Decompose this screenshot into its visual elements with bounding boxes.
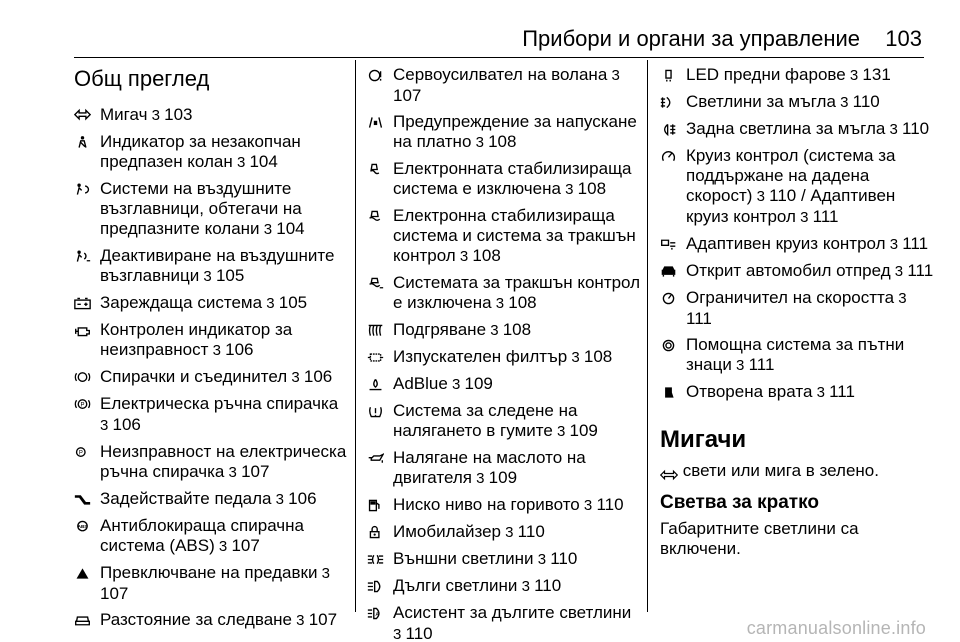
indicator-entry [74, 489, 349, 510]
page-ref-arrow-icon: 3 [517, 578, 535, 595]
indicator-text [393, 273, 642, 314]
page-ref[interactable]: 104 [249, 152, 278, 171]
page-ref[interactable]: 131 [862, 65, 891, 84]
indicator-text [100, 563, 349, 604]
indicator-entry [660, 119, 935, 140]
page-ref-arrow-icon: 3 [447, 376, 465, 393]
page-ref[interactable]: 107 [393, 86, 422, 105]
traffic-sign-icon [660, 335, 686, 355]
indicator-text [686, 382, 935, 403]
svg-text:ABS: ABS [77, 523, 88, 529]
indicator-entry [367, 65, 642, 106]
page-ref[interactable]: 107 [241, 462, 270, 481]
page-ref-arrow-icon: 3 [208, 342, 226, 359]
adblue-icon [367, 374, 393, 394]
indicator-label: Деактивиране на въздушните възглавници [100, 246, 335, 285]
indicator-text [100, 367, 349, 388]
page-header [0, 0, 960, 60]
parking-brake-icon [74, 394, 100, 414]
indicator-entry [660, 382, 935, 403]
indicator-text [686, 65, 935, 86]
turn-signals-title: Мигачи [660, 426, 747, 453]
indicator-label: Разстояние за следване [100, 610, 292, 629]
indicator-label: Изпускателен филтър [393, 347, 568, 366]
indicator-entry [74, 367, 349, 388]
page-ref-arrow-icon: 3 [486, 322, 503, 339]
page-ref-arrow-icon: 3 [885, 121, 903, 138]
column-3 [660, 65, 935, 559]
press-pedal-icon [74, 489, 100, 509]
indicator-entry [367, 273, 642, 314]
turn-signals-text [660, 461, 935, 481]
indicator-text [100, 105, 349, 126]
page-ref-arrow-icon: 3 [287, 369, 304, 386]
indicator-label: Система за следене на налягането в гумите [393, 401, 578, 440]
page-ref[interactable]: 110 [852, 92, 880, 111]
page-ref-arrow-icon: 3 [500, 524, 518, 541]
indicator-label: Предупреждение за напускане на платно [393, 112, 637, 151]
indicator-label: Антиблокираща спирачна система (ABS) [100, 516, 304, 555]
indicator-entry [74, 442, 349, 483]
indicator-entry [74, 516, 349, 557]
side-lights-title: Светва за кратко [660, 492, 819, 513]
page-ref-arrow-icon: 3 [317, 565, 330, 582]
esc-off-icon [367, 159, 393, 179]
indicator-label: LED предни фарове [686, 65, 846, 84]
airbag-off-icon [74, 246, 100, 266]
watermark: carmanualsonline.info [746, 618, 926, 638]
indicator-entry [367, 522, 642, 543]
indicator-entry [367, 603, 642, 642]
indicator-label: Контролен индикатор за неизправност [100, 320, 293, 359]
indicator-text [393, 522, 642, 543]
indicator-label: Асистент за дългите светлини [393, 603, 632, 622]
indicator-entry [367, 320, 642, 341]
indicator-list-1 [74, 105, 349, 631]
indicator-label: Дълги светлини [393, 576, 518, 595]
indicator-text [686, 119, 935, 140]
indicator-label: Електрическа ръчна спирачка [100, 394, 339, 413]
indicator-entry [74, 563, 349, 604]
dpf-icon [367, 347, 393, 367]
page-ref-arrow-icon: 3 [579, 497, 597, 514]
indicator-text [686, 335, 935, 376]
indicator-label: Мигач [100, 105, 148, 124]
page-ref-arrow-icon: 3 [752, 188, 770, 205]
exterior-lights-icon [367, 549, 393, 569]
indicator-label: Светлини за мъгла [686, 92, 836, 111]
seatbelt-icon [74, 132, 100, 152]
page-ref[interactable]: 108 [577, 179, 607, 198]
page-ref[interactable]: 111 [907, 261, 934, 280]
page-ref[interactable]: 106 [112, 415, 141, 434]
indicator-label-extra: / Адаптивен круиз контрол [686, 186, 896, 226]
page-ref-arrow-icon: 3 [393, 626, 406, 642]
brake-icon [74, 367, 100, 387]
page-ref-arrow-icon: 3 [731, 357, 749, 374]
page-ref-arrow-icon: 3 [262, 295, 279, 312]
page-ref-arrow-icon: 3 [567, 349, 584, 366]
indicator-label: Спирачки и съединител [100, 367, 288, 386]
indicator-label: Сервоусилвател на волана [393, 65, 608, 84]
indicator-label: Зареждаща система [100, 293, 263, 312]
battery-icon [74, 293, 100, 313]
indicator-entry [367, 206, 642, 267]
page-ref-arrow-icon: 3 [795, 209, 813, 226]
turn-signal-icon [74, 105, 100, 125]
indicator-label: Електронна стабилизираща система и система за тракшън контрол [393, 206, 636, 265]
column-2 [367, 65, 642, 642]
page-ref-arrow-icon: 3 [292, 612, 309, 629]
indicator-text [393, 112, 642, 153]
page-ref[interactable]: 111 [686, 309, 712, 328]
page-ref[interactable]: 104 [276, 219, 305, 238]
page-ref[interactable]: 107 [308, 610, 338, 629]
indicator-entry [367, 549, 642, 570]
page-ref-arrow-icon: 3 [894, 290, 907, 307]
indicator-label: Ограничител на скоростта [686, 288, 895, 307]
indicator-label: Електронната стабилизираща система е изключена [393, 159, 632, 198]
vehicle-ahead-icon [660, 261, 686, 281]
indicator-text [100, 179, 349, 240]
page-ref-arrow-icon: 3 [552, 423, 570, 440]
svg-text:A: A [375, 611, 379, 618]
indicator-list-2 [367, 65, 642, 642]
indicator-label: Круиз контрол (система за поддържане на дадена скорост) [686, 146, 896, 205]
page-ref-arrow-icon: 3 [271, 491, 289, 508]
indicator-text [686, 261, 935, 282]
indicator-text [393, 495, 642, 516]
page-ref-arrow-icon: 3 [491, 295, 509, 312]
page-ref-arrow-icon: 3 [471, 134, 489, 151]
indicator-text [686, 234, 935, 255]
svg-text:P: P [80, 402, 85, 409]
indicator-label: Индикатор за незакопчан предпазен колан [100, 132, 301, 171]
page-ref[interactable]: 111 [902, 234, 929, 253]
indicator-entry [74, 246, 349, 287]
indicator-entry [367, 401, 642, 442]
front-fog-icon [660, 92, 686, 112]
adaptive-cruise-icon [660, 234, 686, 254]
page-ref[interactable]: 110 [405, 624, 433, 642]
indicator-text [100, 610, 349, 631]
page-ref[interactable]: 106 [225, 340, 254, 359]
svg-text:P: P [78, 450, 83, 457]
indicator-text [100, 489, 349, 510]
page-ref[interactable]: 111 [748, 355, 775, 374]
indicator-text [393, 347, 642, 368]
indicator-entry [367, 576, 642, 597]
indicator-entry [367, 495, 642, 516]
indicator-entry [367, 159, 642, 200]
indicator-text [686, 288, 935, 329]
indicator-entry [74, 610, 349, 631]
indicator-entry [660, 288, 935, 329]
indicator-label: Задействайте педала [100, 489, 272, 508]
page-ref-arrow-icon: 3 [232, 154, 250, 171]
indicator-text [100, 320, 349, 361]
indicator-text [393, 65, 642, 106]
engine-icon [74, 320, 100, 340]
indicator-entry [660, 261, 935, 282]
indicator-text [393, 603, 642, 642]
indicator-text [686, 146, 935, 228]
upshift-icon [74, 563, 100, 583]
indicator-text [100, 246, 349, 287]
indicator-entry [367, 448, 642, 489]
page-ref-arrow-icon: 3 [224, 464, 242, 481]
indicator-label: Налягане на маслото на двигателя [393, 448, 586, 487]
page-ref[interactable]: 109 [569, 421, 598, 440]
indicator-text [100, 394, 349, 436]
indicator-entry [660, 234, 935, 255]
page-ref-arrow-icon: 3 [607, 67, 620, 84]
indicator-label: Открит автомобил отпред [686, 261, 891, 280]
rear-fog-icon [660, 119, 686, 139]
indicator-label: Системата за тракшън контрол е изключена [393, 273, 641, 312]
page-ref[interactable]: 111 [829, 382, 855, 401]
page-ref-arrow-icon: 3 [147, 107, 165, 124]
indicator-entry [660, 65, 935, 86]
page-number: 103 [885, 26, 922, 51]
indicator-text [100, 132, 349, 173]
indicator-entry [660, 335, 935, 376]
column-divider-2 [647, 60, 648, 612]
page-ref-arrow-icon: 3 [835, 94, 853, 111]
page-ref-arrow-icon: 3 [199, 268, 216, 285]
led-headlight-icon [660, 65, 686, 85]
indicator-label: Превключване на предавки [100, 563, 318, 582]
lane-departure-icon [367, 112, 393, 132]
fuel-icon [367, 495, 393, 515]
page-ref[interactable]: 108 [583, 347, 613, 366]
indicator-label: Имобилайзер [393, 522, 501, 541]
indicator-entry [367, 347, 642, 368]
page-ref-arrow-icon: 3 [885, 236, 903, 253]
indicator-list-3 [660, 65, 935, 403]
page-ref[interactable]: 108 [502, 320, 532, 339]
overview-title: Общ преглед [74, 66, 210, 91]
high-beam-assist-icon [367, 603, 393, 623]
indicator-entry [367, 112, 642, 153]
turn-signal-icon [660, 466, 678, 478]
airbag-icon [74, 179, 100, 199]
page-ref[interactable]: 109 [464, 374, 493, 393]
page-ref[interactable]: 108 [472, 246, 501, 265]
esc-icon [367, 206, 393, 226]
page-ref-arrow-icon: 3 [533, 551, 551, 568]
door-open-icon [660, 382, 686, 402]
indicator-text [100, 442, 349, 483]
indicator-text [100, 516, 349, 557]
column-divider-1 [355, 60, 356, 612]
indicator-text [393, 401, 642, 442]
indicator-text [393, 320, 642, 341]
indicator-label: Помощна система за пътни знаци [686, 335, 905, 374]
indicator-label: Задна светлина за мъгла [686, 119, 886, 138]
page-ref[interactable]: 110 [769, 186, 797, 205]
indicator-entry [74, 320, 349, 361]
indicator-text [393, 448, 642, 489]
page-ref-arrow-icon: 3 [100, 417, 113, 434]
page-ref[interactable]: 110 [517, 522, 545, 541]
page-ref[interactable]: 110 [550, 549, 578, 568]
page-ref[interactable]: 105 [215, 266, 245, 285]
page-ref-arrow-icon: 3 [259, 221, 277, 238]
page-ref-arrow-icon: 3 [890, 263, 908, 280]
indicator-text [100, 293, 349, 314]
page-ref[interactable]: 106 [303, 367, 333, 386]
page-ref-arrow-icon: 3 [812, 384, 830, 401]
indicator-entry [74, 179, 349, 240]
page-ref-arrow-icon: 3 [845, 67, 863, 84]
page-ref-arrow-icon: 3 [455, 248, 473, 265]
oil-pressure-icon [367, 448, 393, 468]
page-ref[interactable]: 107 [100, 584, 129, 603]
preheating-icon [367, 320, 393, 340]
turn-signals-description: свети или мига в зелено. [682, 461, 879, 480]
header-divider [74, 57, 924, 58]
immobiliser-icon [367, 522, 393, 542]
indicator-label: Системи на въздушните възглавници, обтегачи на предпазните колани [100, 179, 302, 238]
indicator-label: Неизправност на електрическа ръчна спирачка [100, 442, 347, 481]
tire-pressure-icon [367, 401, 393, 421]
page-ref[interactable]: 108 [488, 132, 517, 151]
parking-brake-fault-icon [74, 442, 100, 462]
page-ref[interactable]: 105 [278, 293, 308, 312]
indicator-label: Подгряване [393, 320, 487, 339]
indicator-entry [660, 92, 935, 113]
indicator-label: AdBlue [393, 374, 448, 393]
indicator-entry [74, 293, 349, 314]
page-ref[interactable]: 111 [812, 207, 839, 226]
indicator-entry [74, 394, 349, 436]
page-ref[interactable]: 110 [902, 119, 930, 138]
cruise-control-icon [660, 146, 686, 166]
high-beam-icon [367, 576, 393, 596]
indicator-label: Адаптивен круиз контрол [686, 234, 886, 253]
page-ref[interactable]: 110 [596, 495, 624, 514]
indicator-entry [367, 374, 642, 395]
indicator-text [393, 159, 642, 200]
indicator-text [393, 549, 642, 570]
page-ref[interactable]: 108 [508, 293, 537, 312]
page-ref[interactable]: 110 [534, 576, 562, 595]
indicator-entry [74, 132, 349, 173]
traction-off-icon [367, 273, 393, 293]
indicator-entry [660, 146, 935, 228]
page-ref[interactable]: 107 [231, 536, 260, 555]
column-1 [74, 65, 349, 637]
following-distance-icon [74, 610, 100, 630]
abs-icon [74, 516, 100, 536]
speed-limiter-icon [660, 288, 686, 308]
page-ref-arrow-icon: 3 [471, 470, 489, 487]
indicator-text [393, 206, 642, 267]
indicator-text [393, 576, 642, 597]
chapter-title: Прибори и органи за управление [522, 26, 860, 51]
indicator-entry [74, 105, 349, 126]
page-ref-arrow-icon: 3 [560, 181, 578, 198]
page-ref[interactable]: 109 [488, 468, 518, 487]
power-steering-icon [367, 65, 393, 85]
page-ref[interactable]: 106 [288, 489, 317, 508]
indicator-label: Отворена врата [686, 382, 813, 401]
page-ref-arrow-icon: 3 [214, 538, 232, 555]
side-lights-text: Габаритните светлини са включени. [660, 519, 859, 558]
indicator-text [686, 92, 935, 113]
indicator-text [393, 374, 642, 395]
indicator-label: Ниско ниво на горивото [393, 495, 580, 514]
page-ref[interactable]: 103 [164, 105, 193, 124]
indicator-label: Външни светлини [393, 549, 534, 568]
